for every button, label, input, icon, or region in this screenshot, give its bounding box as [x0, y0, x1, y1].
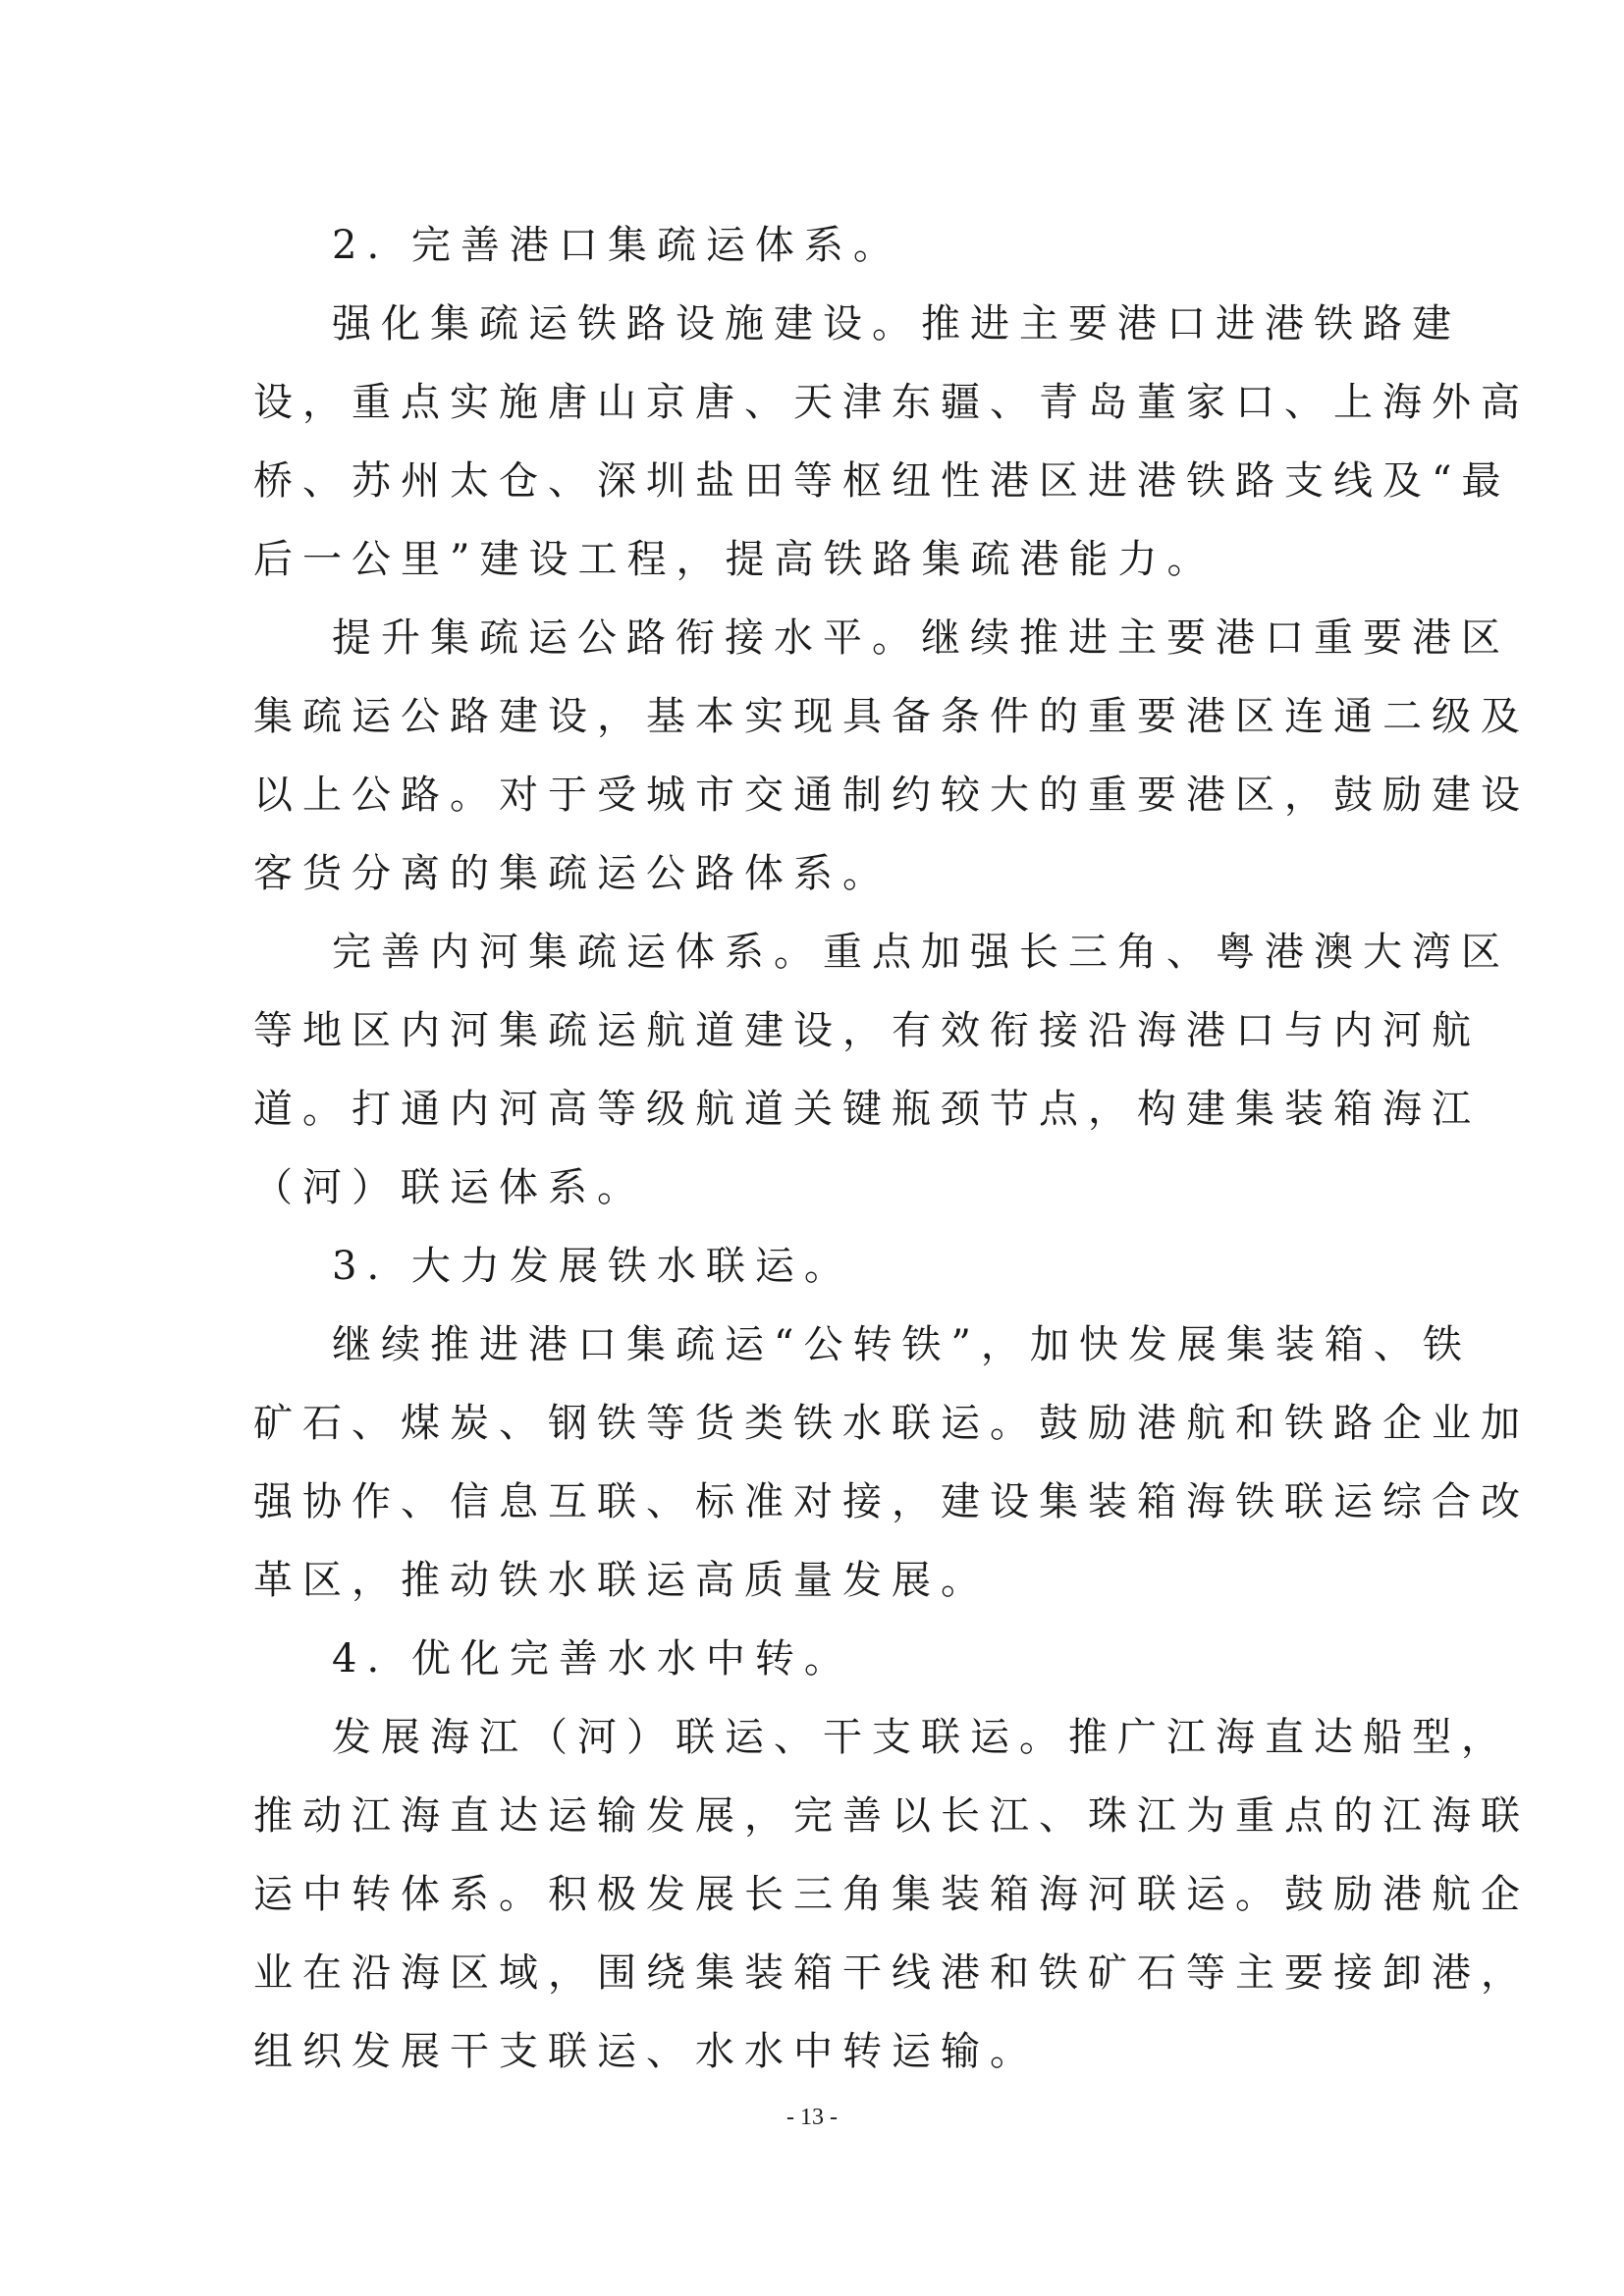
paragraph-line: 矿石、煤炭、钢铁等货类铁水联运。鼓励港航和铁路企业加: [253, 1401, 1530, 1446]
paragraph-line: （河）联运体系。: [253, 1165, 646, 1210]
paragraph-line: 设，重点实施唐山京唐、天津东疆、青岛董家口、上海外高: [253, 380, 1530, 425]
paragraph-line: 集疏运公路建设，基本实现具备条件的重要港区连通二级及: [253, 694, 1530, 739]
section-heading-3: 3. 大力发展铁水联运。: [332, 1244, 853, 1289]
paragraph-line: 革区，推动铁水联运高质量发展。: [253, 1558, 990, 1603]
paragraph-line: 强协作、信息互联、标准对接，建设集装箱海铁联运综合改: [253, 1479, 1530, 1524]
paragraph-line: 等地区内河集疏运航道建设，有效衔接沿海港口与内河航: [253, 1008, 1481, 1053]
paragraph-line: 后一公里”建设工程，提高铁路集疏港能力。: [253, 537, 1217, 582]
paragraph-line: 客货分离的集疏运公路体系。: [253, 851, 892, 896]
page-number: - 13 -: [786, 2105, 838, 2130]
paragraph-line: 道。打通内河高等级航道关键瓶颈节点，构建集装箱海江: [253, 1087, 1481, 1132]
paragraph-line: 继续推进港口集疏运“公转铁”，加快发展集装箱、铁: [332, 1322, 1472, 1367]
section-heading-2: 2. 完善港口集疏运体系。: [332, 223, 902, 268]
paragraph-line: 以上公路。对于受城市交通制约较大的重要港区，鼓励建设: [253, 773, 1530, 818]
section-heading-4: 4. 优化完善水水中转。: [332, 1636, 853, 1682]
paragraph-line: 发展海江（河）联运、干支联运。推广江海直达船型，: [332, 1715, 1510, 1760]
paragraph-line: 桥、苏州太仓、深圳盐田等枢纽性港区进港铁路支线及“最: [253, 458, 1511, 504]
paragraph-line: 提升集疏运公路衔接水平。继续推进主要港口重要港区: [332, 615, 1510, 661]
paragraph-line: 推动江海直达运输发展，完善以长江、珠江为重点的江海联: [253, 1793, 1530, 1839]
paragraph-line: 完善内河集疏运体系。重点加强长三角、粤港澳大湾区: [332, 930, 1510, 975]
paragraph-line: 运中转体系。积极发展长三角集装箱海河联运。鼓励港航企: [253, 1872, 1530, 1917]
paragraph-line: 强化集疏运铁路设施建设。推进主要港口进港铁路建: [332, 301, 1461, 347]
paragraph-line: 组织发展干支联运、水水中转运输。: [253, 2029, 1039, 2074]
paragraph-line: 业在沿海区域，围绕集装箱干线港和铁矿石等主要接卸港，: [253, 1950, 1530, 1996]
